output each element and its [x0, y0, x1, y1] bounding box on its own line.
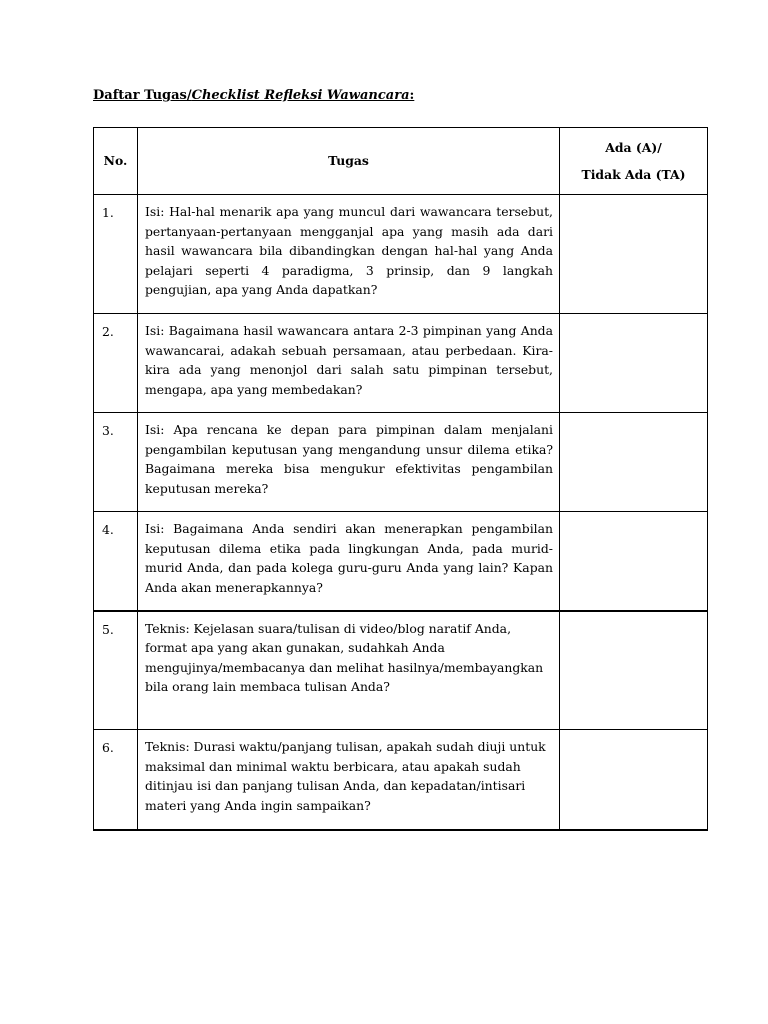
- row-ada-cell[interactable]: [560, 611, 708, 730]
- row-ada-cell[interactable]: [560, 314, 708, 413]
- header-ada-line1: Ada (A)/: [605, 140, 662, 155]
- table-row: [94, 512, 708, 611]
- row-ada-cell[interactable]: [560, 413, 708, 512]
- row-task: [138, 314, 560, 413]
- row-ada-cell[interactable]: [560, 730, 708, 830]
- heading-italic-title: Checklist Refleksi Wawancara: [191, 88, 410, 103]
- row-task: [138, 195, 560, 314]
- row-number: 4.: [94, 512, 138, 611]
- row-ada-cell[interactable]: [560, 195, 708, 314]
- document-heading: [93, 87, 414, 105]
- row-task-text: Isi: Apa rencana ke depan para pimpinan dalam menjalani pengambilan keputusan yang mengandung unsur dilema etika? Bagaimana mereka bisa mengukur efektivitas pengambilan keputusan mereka?: [145, 422, 553, 496]
- row-task-text: Teknis: Kejelasan suara/tulisan di video/blog naratif Anda, format apa yang akan gunakan, sudahkah Anda mengujinya/membacanya dan melihat hasilnya/membayangkan bila orang lain membaca tulisan Anda?: [145, 620, 544, 695]
- header-ada: [560, 128, 708, 195]
- header-ada-line2: Tidak Ada (TA): [581, 167, 686, 182]
- header-task: Tugas: [138, 128, 560, 195]
- row-task: [138, 512, 560, 611]
- row-number: 3.: [94, 413, 138, 512]
- row-task-text: Teknis: Durasi waktu/panjang tulisan, apakah sudah diuji untuk maksimal dan minimal waktu berbicara, atau apakah sudah ditinjau isi dan panjang tulisan Anda, dan kepadatan/intisari materi yang Anda ingin sampaikan?: [145, 739, 546, 813]
- table-header-row: [94, 128, 708, 195]
- heading-suffix: :: [409, 88, 415, 103]
- table-row: [94, 314, 708, 413]
- heading-prefix: Daftar Tugas/: [93, 88, 192, 103]
- table-row: [94, 195, 708, 314]
- row-number: 1.: [94, 195, 138, 314]
- row-task: [138, 730, 560, 830]
- row-task-text: Isi: Hal-hal menarik apa yang muncul dari wawancara tersebut, pertanyaan-pertanyaan mengganjal apa yang masih ada dari hasil wawancara bila dibandingkan dengan hal-hal yang Anda pelajari seperti 4 paradigma, 3 prinsip, dan 9 langkah pengujian, apa yang Anda dapatkan?: [145, 204, 553, 298]
- row-number: 5.: [94, 611, 138, 730]
- row-ada-cell[interactable]: [560, 512, 708, 611]
- row-task: [138, 413, 560, 512]
- table-row: [94, 611, 708, 730]
- row-task-text: Isi: Bagaimana Anda sendiri akan menerapkan pengambilan keputusan dilema etika pada lingkungan Anda, pada murid-murid Anda, dan pada kolega guru-guru Anda yang lain? Kapan Anda akan menerapkannya?: [145, 521, 553, 595]
- header-no: No.: [94, 128, 138, 195]
- table-row: [94, 730, 708, 830]
- row-task: [138, 611, 560, 730]
- checklist-table: [93, 127, 708, 831]
- row-number: 2.: [94, 314, 138, 413]
- row-number: 6.: [94, 730, 138, 830]
- row-task-text: Isi: Bagaimana hasil wawancara antara 2-3 pimpinan yang Anda wawancarai, adakah sebuah persamaan, atau perbedaan. Kira-kira ada yang menonjol dari salah satu pimpinan tersebut, mengapa, apa yang membedakan?: [145, 323, 553, 397]
- table-row: [94, 413, 708, 512]
